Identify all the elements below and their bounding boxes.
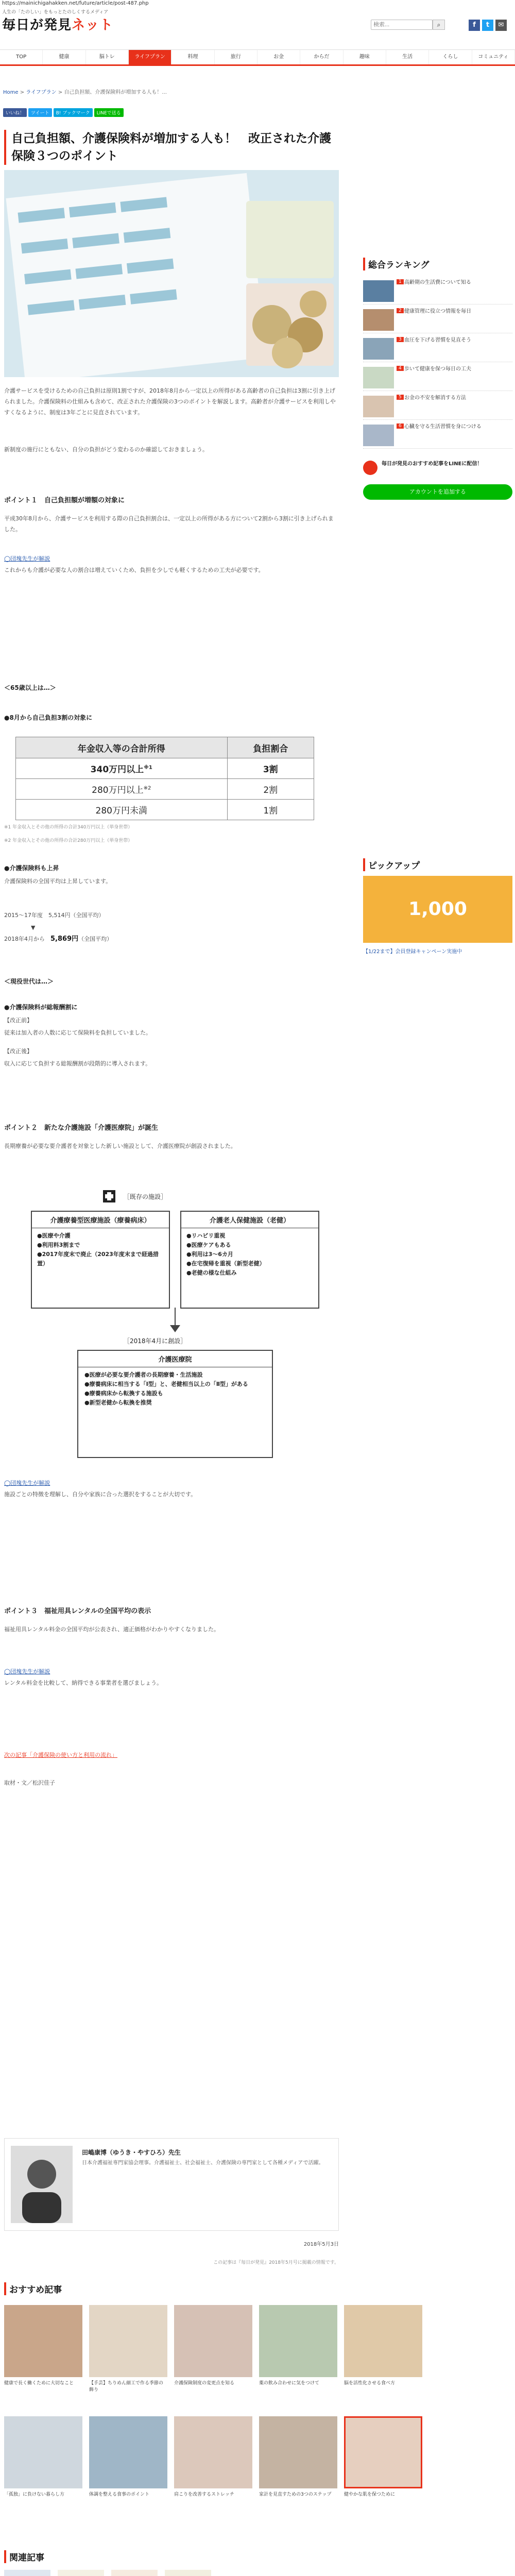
related-thumbnail[interactable]	[58, 2570, 104, 2576]
twitter-icon[interactable]: t	[482, 20, 493, 31]
recommend-card[interactable]: 健やかな肌を保つために	[344, 2416, 422, 2519]
over-65-heading: ＜65歳以上は…＞	[4, 684, 56, 691]
nav-item-money[interactable]: お金	[258, 50, 300, 64]
new-facility-label: ［2018年4月に創設］	[124, 1337, 187, 1345]
byline: 取材・文／松沢佳子	[4, 1780, 55, 1786]
site-tagline: 人生の「たのしい」をもっとたのしくするメディア	[2, 10, 109, 15]
burden-ratio-table	[15, 737, 314, 820]
recommend-thumbnail	[89, 2305, 167, 2377]
breadcrumb-home[interactable]: Home	[3, 90, 19, 95]
ranking-thumbnail	[363, 396, 394, 417]
intro-paragraph: 介護サービスを受けるための自己負担は原則1割ですが、2018年8月から一定以上の所得がある高齢者の自己負担は3割に引き上げられました。介護保険料の仕組みも含めて、改正された介護保険の3つのポイントを解説します。高齢者が介護サービスを利用しやすくなるように、制度は3年ごとに見直されています。	[4, 387, 336, 416]
pickup-price: 1,000	[408, 899, 467, 920]
table-row: 280万円以上$^{※2}$ 2割	[16, 779, 314, 800]
commentary-heading-3: ◯団塊先生が解説	[4, 1668, 50, 1675]
ranking-item[interactable]: 3 血圧を下げる習慣を見直そう	[363, 336, 512, 362]
mail-icon[interactable]: ✉	[495, 20, 507, 31]
box-medical-care-facility: 介護療養型医療施設（療養病床） ●医療や介護 ●利用料3割まで ●2017年度末で廃止（2023年度末まで経過措置）	[31, 1211, 170, 1309]
table-footnote-1: ※1 年金収入とその他の所得の合計340万円以上（単身世帯）	[4, 825, 133, 830]
share-buttons	[3, 108, 124, 117]
pickup-banner[interactable]	[363, 876, 512, 943]
ranking-item[interactable]: 4 歩いて健康を保つ毎日の工夫	[363, 365, 512, 391]
point-2-paragraph: 長期療養が必要な要介護者を対象とした新しい施設として、介護医療院が創設されました。	[4, 1143, 236, 1149]
tweet-button[interactable]: ツイート	[28, 108, 52, 117]
ranking-item[interactable]: 6 心臓を守る生活習慣を身につける	[363, 422, 512, 449]
table-row: 340万円以上$^{※1}$ 3割	[16, 758, 314, 779]
recommend-card[interactable]: 家計を見直すための3つのステップ	[259, 2416, 337, 2519]
arrow-down-icon: ▼	[31, 924, 36, 931]
search-icon[interactable]: ⌕	[433, 20, 445, 30]
recommend-thumbnail	[174, 2416, 252, 2488]
site-logo[interactable]	[2, 14, 113, 33]
recommend-thumbnail	[4, 2305, 82, 2377]
nav-item-hobby[interactable]: 趣味	[344, 50, 386, 64]
premium-after: 2018年4月から 5,869円（全国平均）	[4, 935, 113, 943]
recommend-card[interactable]: 「孤独」に負けない暮らし方	[4, 2416, 82, 2519]
facility-diagram	[31, 1190, 319, 1463]
hero-illustration	[4, 170, 339, 377]
nav-item-health[interactable]: 健康	[43, 50, 85, 64]
recommend-thumbnail	[259, 2305, 337, 2377]
before-revision-paragraph: 従来は加入者の人数に応じて保険料を負担していました。	[4, 1029, 151, 1036]
table-header-income: 年金収入等の合計所得	[16, 737, 228, 758]
nav-item-community[interactable]: コミュニティ	[472, 50, 515, 64]
recommend-card[interactable]: 体調を整える食事のポイント	[89, 2416, 167, 2519]
page-title: 自己負担額、介護保険料が増加する人も！ 改正された介護保険３つのポイント	[4, 130, 339, 165]
nav-item-cooking[interactable]: 料理	[171, 50, 214, 64]
three-tenths-heading: ●8月から自己負担3割の対象に	[4, 714, 93, 721]
pickup-caption[interactable]: 【1/22まで】会員登録キャンペーン実施中	[363, 949, 462, 955]
line-logo-icon	[363, 461, 377, 475]
ranking-thumbnail	[363, 309, 394, 331]
breadcrumb-current: 自己負担額、介護保険料が増加する人も！...	[64, 90, 167, 95]
related-thumbnail[interactable]	[4, 2570, 50, 2576]
commentary-paragraph-3: レンタル料金を比較して、納得できる事業者を選びましょう。	[4, 1680, 163, 1686]
ranking-item[interactable]: 2 健康管理に役立つ情報を毎日	[363, 307, 512, 333]
point-3-paragraph: 福祉用具レンタル料金の全国平均が公表され、適正価格がわかりやすくなりました。	[4, 1626, 219, 1633]
ranking-thumbnail	[363, 280, 394, 302]
related-thumbnail[interactable]	[111, 2570, 158, 2576]
point-3-heading: ポイント３ 福祉用具レンタルの全国平均の表示	[4, 1607, 151, 1615]
recommend-card[interactable]: 介護保険制度の変更点を知る	[174, 2305, 252, 2408]
nav-item-travel[interactable]: 旅行	[215, 50, 258, 64]
table-footnote-2: ※2 年金収入とその他の所得の合計280万円以上（単身世帯）	[4, 838, 133, 843]
search-input[interactable]	[371, 20, 433, 30]
logo-main: 毎日が発見	[2, 18, 72, 33]
nav-item-living[interactable]: くらし	[429, 50, 472, 64]
premium-heading: ●介護保険料も上昇	[4, 865, 59, 872]
recommend-card[interactable]: 健康で長く働くために大切なこと	[4, 2305, 82, 2408]
box-health-facility: 介護老人保健施設（老健） ●リハビリ重視 ●医療ケアもある ●利用は3〜6カ月 ●在宅復帰を重視（新型老健） ●老健の様な仕組み	[180, 1211, 319, 1309]
ranking-thumbnail	[363, 367, 394, 388]
nav-item-body[interactable]: からだ	[300, 50, 343, 64]
recommend-card[interactable]: 肩こりを改善するストレッチ	[174, 2416, 252, 2519]
ranking-item[interactable]: 1 高齢期の生活費について知る	[363, 278, 512, 304]
recommend-thumbnail	[344, 2305, 422, 2377]
recommend-thumbnail	[4, 2416, 82, 2488]
nav-item-top[interactable]: TOP	[0, 50, 43, 64]
pickup-heading: ピックアップ	[363, 858, 420, 871]
recommend-card[interactable]: 脳を活性化させる食べ方	[344, 2305, 422, 2408]
related-heading: 関連記事	[4, 2550, 44, 2563]
line-promo: 毎日が発見のおすすめ記事をLINEに配信！	[363, 459, 512, 479]
commentary-heading-2: ◯団塊先生が解説	[4, 1480, 50, 1486]
breadcrumb: Home > ライフプラン > 自己負担額、介護保険料が増加する人も！...	[3, 90, 167, 95]
commentary-heading-1: ◯団塊先生が解説	[4, 555, 50, 562]
recommend-thumbnail	[89, 2416, 167, 2488]
author-photo	[11, 2146, 73, 2223]
author-box	[4, 2138, 339, 2231]
article-date: 2018年5月3日	[303, 2242, 339, 2247]
line-add-button[interactable]: アカウントを追加する	[363, 484, 512, 500]
breadcrumb-category[interactable]: ライフプラン	[26, 90, 57, 95]
before-revision-label: 【改正前】	[4, 1017, 32, 1024]
nav-item-life[interactable]: 生活	[386, 50, 429, 64]
ranking-thumbnail	[363, 425, 394, 446]
nav-item-lifeplan[interactable]: ライフプラン	[129, 50, 171, 64]
ranking-thumbnail	[363, 338, 394, 360]
recommend-heading: おすすめ記事	[4, 2282, 62, 2295]
commentary-paragraph-2: 施設ごとの特徴を理解し、自分や家族に合った選択をすることが大切です。	[4, 1491, 197, 1498]
after-revision-paragraph: 収入に応じて負担する総報酬割が段階的に導入されます。	[4, 1060, 151, 1067]
facebook-icon[interactable]: f	[469, 20, 480, 31]
article-source: この記事は『毎日が発見』2018年5月号に掲載の情報です。	[213, 2260, 339, 2265]
recommend-card[interactable]: 【手芸】ちりめん細工で作る季節の飾り	[89, 2305, 167, 2408]
ranking-item[interactable]: 5 お金の不安を解消する方法	[363, 394, 512, 420]
box-new-facility: 介護医療院 ●医療が必要な要介護者の長期療養・生活施設 ●療養病床に相当する「Ⅰ型」と、老健相当以上の「Ⅱ型」がある ●療養病床から転換する施設も ●新型老健から転換を推奨	[77, 1350, 273, 1458]
intro-paragraph-2: 新制度の施行にともない、自分の負担がどう変わるのか確認しておきましょう。	[4, 446, 208, 453]
next-article-link[interactable]: 次の記事「介護保険の使い方と利用の流れ」	[4, 1752, 117, 1758]
after-revision-label: 【改正後】	[4, 1048, 32, 1055]
table-header-ratio: 負担割合	[227, 737, 314, 758]
recommend-thumbnail	[174, 2305, 252, 2377]
point-1-paragraph: 平成30年8月から、介護サービスを利用する際の自己負担割合は、一定以上の所得がある方について2割から3割に引き上げられました。	[4, 515, 334, 533]
line-share-button[interactable]: LINEで送る	[94, 108, 124, 117]
table-row: 280万円未満 1割	[16, 800, 314, 820]
premium-paragraph: 介護保険料の全国平均は上昇しています。	[4, 878, 112, 885]
point-1-heading: ポイント１ 自己負担額が増額の対象に	[4, 497, 125, 504]
author-name: 田嶋康博（ゆうき・やすひろ）先生	[82, 2149, 181, 2156]
hatena-bookmark-button[interactable]: B! ブックマーク	[54, 108, 93, 117]
recommend-card[interactable]: 薬の飲み合わせに気をつけて	[259, 2305, 337, 2408]
ranking-heading: 総合ランキング	[363, 258, 430, 270]
nav-item-brain[interactable]: 脳トレ	[86, 50, 129, 64]
author-bio: 日本介護福祉専門家協会理事。介護福祉士、社会福祉士、介護保険の専門家として各種メディアで活躍。	[82, 2160, 324, 2166]
commentary-paragraph-1: これからも介護が必要な人の割合は増えていくため、負担を少しでも軽くするための工夫が必要です。	[4, 567, 264, 573]
related-thumbnail[interactable]	[165, 2570, 211, 2576]
url-bar[interactable]: https://mainichigahakken.net/future/article/post-487.php	[2, 1, 149, 6]
facebook-like-button[interactable]: いいね！	[3, 108, 27, 117]
logo-accent: ネット	[72, 18, 114, 33]
recommend-thumbnail	[259, 2416, 337, 2488]
hero-image	[4, 170, 339, 377]
point-2-heading: ポイント２ 新たな介護施設「介護医療院」が誕生	[4, 1124, 159, 1132]
recommend-thumbnail	[344, 2416, 422, 2488]
global-nav	[0, 49, 515, 66]
working-generation-heading: ＜現役世代は…＞	[4, 978, 54, 985]
premium-before: 2015〜17年度 5,514円（全国平均）	[4, 912, 105, 919]
total-remuneration-heading: ●介護保険料が総報酬割に	[4, 1004, 78, 1011]
existing-facilities-label: ［既存の施設］	[124, 1193, 167, 1200]
